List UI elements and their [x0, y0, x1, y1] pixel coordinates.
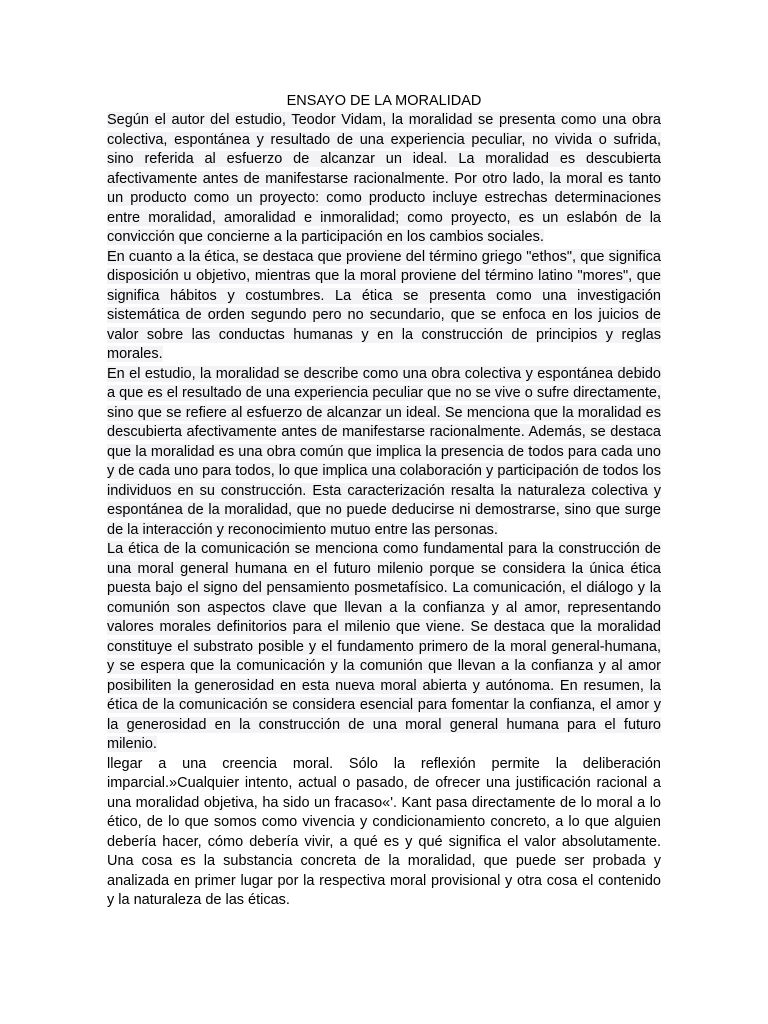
document-title: ENSAYO DE LA MORALIDAD [286, 93, 482, 109]
paragraph-text: Según el autor del estudio, Teodor Vidam, la moralidad se presenta como una obra colectiva, espontánea y resultado de una experiencia peculiar, no vivida o sufrida, sino referida al esfuerzo de alcanzar un ideal. La moralidad es descubierta afectivamente antes de manifestarse racionalmente. Por otro lado, la moral es tanto un producto como un proyecto: como producto incluye estrechas determinaciones entre moralidad, amoralidad e inmoralidad; como proyecto, es un eslabón de la convicción que concierne a la participación en los cambios sociales. [107, 112, 661, 245]
paragraph [107, 365, 661, 541]
paragraph-text: llegar a una creencia moral. Sólo la reflexión permite la deliberación imparcial.»Cualquier intento, actual o pasado, de ofrecer una justificación racional a una moralidad objetiva, ha sido un fracaso«'. Kant pasa directamente de lo moral a lo ético, de lo que somos como vivencia y condicionamiento concreto, a lo que alguien debería hacer, cómo debería vivir, a qué es y qué significa el valor absolutamente. Una cosa es la substancia concreta de la moralidad, que puede ser probada y analizada en primer lugar por la respectiva moral provisional y otra cosa el contenido y la naturaleza de las éticas. [107, 755, 661, 908]
paragraph-text: La ética de la comunicación se menciona como fundamental para la construcción de una moral general humana en el futuro milenio porque se considera la única ética puesta bajo el signo del pensamiento posmetafísico. La comunicación, el diálogo y la comunión son aspectos clave que llevan a la confianza y al amor, representando valores morales definitorios para el milenio que viene. Se destaca que la moralidad constituye el substrato posible y el fundamento primero de la moral general-humana, y se espera que la comunicación y la comunión que llevan a la confianza y al amor posibiliten la generosidad en esta nueva moral abierta y autónoma. En resumen, la ética de la comunicación se considera esencial para fomentar la confianza, el amor y la generosidad en la construcción de una moral general humana para el futuro milenio. [107, 541, 661, 752]
paragraph-text: En cuanto a la ética, se destaca que proviene del término griego "ethos", que significa disposición u objetivo, mientras que la moral proviene del término latino "mores", que significa hábitos y costumbres. La ética se presenta como una investigación sistemática de orden segundo pero no secundario, que se enfoca en los juicios de valor sobre las conductas humanas y en la construcción de principios y reglas morales. [107, 248, 661, 362]
paragraph [107, 111, 661, 248]
paragraph [107, 540, 661, 755]
paragraph [107, 248, 661, 365]
paragraph [107, 755, 661, 911]
paragraph-text: En el estudio, la moralidad se describe como una obra colectiva y espontánea debido a que es el resultado de una experiencia peculiar que no se vive o sufre directamente, sino que se refiere al esfuerzo de alcanzar un ideal. Se menciona que la moralidad es descubierta afectivamente antes de manifestarse racionalmente. Además, se destaca que la moralidad es una obra común que implica la presencia de todos para cada uno y de cada uno para todos, lo que implica una colaboración y participación de todos los individuos en su construcción. Esta caracterización resalta la naturaleza colectiva y espontánea de la moralidad, que no puede deducirse ni demostrarse, sino que surge de la interacción y reconocimiento mutuo entre las personas. [107, 365, 661, 538]
document-body [107, 111, 661, 911]
